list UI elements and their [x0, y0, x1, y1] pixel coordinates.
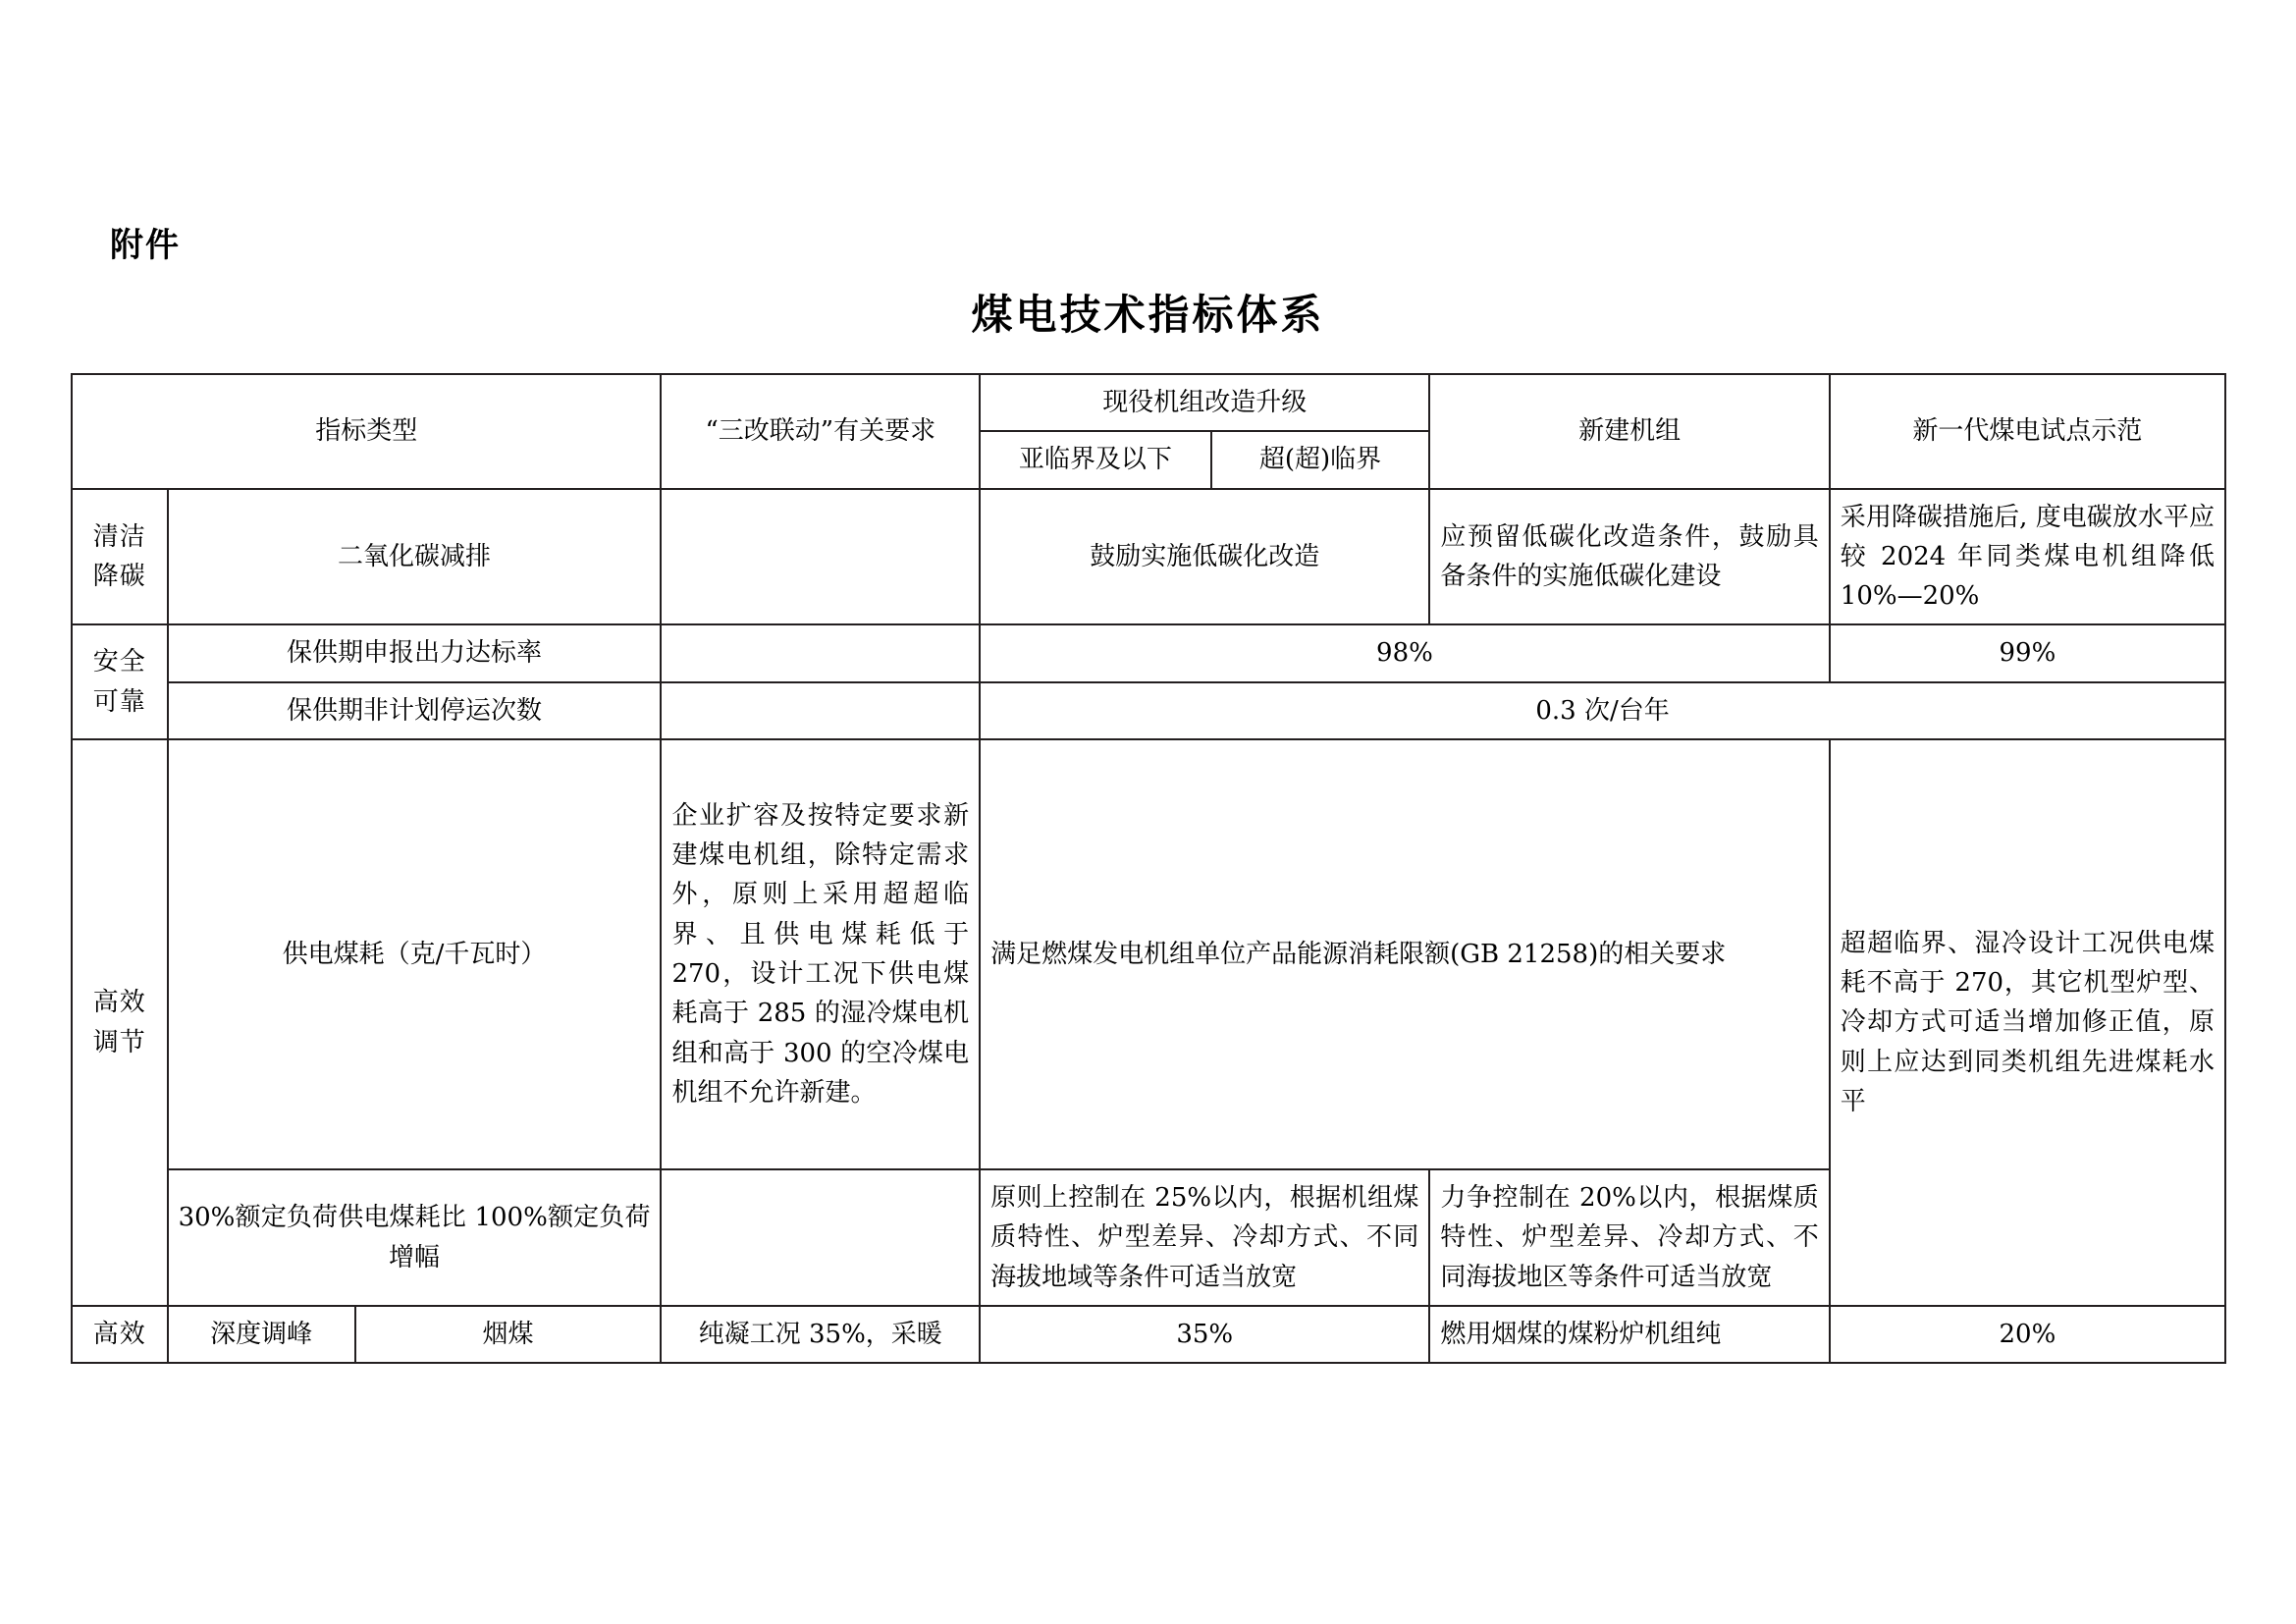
table-row	[72, 1306, 2225, 1363]
table-row	[72, 489, 2225, 625]
row-sublabel-deep-peak: 深度调峰	[168, 1306, 355, 1363]
cell-three-reform-deep-peak: 纯凝工况 35%，采暖	[661, 1306, 980, 1363]
row-indicator-load-increase: 30%额定负荷供电煤耗比 100%额定负荷增幅	[168, 1169, 662, 1306]
cell-retrofit-deep-peak: 35%	[980, 1306, 1429, 1363]
row-category-safety: 安全可靠	[72, 624, 168, 739]
cell-three-reform-load-increase	[661, 1169, 980, 1306]
header-three-reform: “三改联动”有关要求	[661, 374, 980, 489]
attachment-label: 附件	[110, 226, 181, 265]
row-category-efficiency-regulation: 高效调节	[72, 739, 168, 1306]
cell-retrofit-coal-consumption: 满足燃煤发电机组单位产品能源消耗限额(GB 21258)的相关要求	[980, 739, 1830, 1169]
table-row	[72, 739, 2225, 1169]
row-indicator-unplanned-outage: 保供期非计划停运次数	[168, 682, 662, 739]
cell-three-reform-output	[661, 624, 980, 681]
cell-retrofit-co2: 鼓励实施低碳化改造	[980, 489, 1429, 625]
table-row	[72, 682, 2225, 739]
header-sub-critical: 亚临界及以下	[980, 431, 1211, 488]
header-new-gen-pilot: 新一代煤电试点示范	[1830, 374, 2225, 489]
row-category-efficiency: 高效	[72, 1306, 168, 1363]
header-new-unit: 新建机组	[1429, 374, 1829, 489]
cell-new-unit-co2: 应预留低碳化改造条件，鼓励具备条件的实施低碳化建设	[1429, 489, 1829, 625]
table-row	[72, 624, 2225, 681]
header-super-critical: 超(超)临界	[1211, 431, 1430, 488]
cell-three-reform-coal-consumption: 企业扩容及按特定要求新建煤电机组，除特定需求外，原则上采用超超临界、且供电煤耗低于 270，设计工况下供电煤耗高于 285 的湿冷煤电机组和高于 300 的空冷煤电机组不允许新建。	[661, 739, 980, 1169]
cell-new-unit-load-increase: 力争控制在 20%以内，根据煤质特性、炉型差异、冷却方式、不同海拔地区等条件可适当放宽	[1429, 1169, 1829, 1306]
cell-three-reform-co2	[661, 489, 980, 625]
cell-new-gen-output-99: 99%	[1830, 624, 2225, 681]
row-fuel-bituminous: 烟煤	[355, 1306, 662, 1363]
header-retrofit-group: 现役机组改造升级	[980, 374, 1429, 431]
header-indicator-type: 指标类型	[72, 374, 661, 489]
cell-retrofit-load-increase: 原则上控制在 25%以内，根据机组煤质特性、炉型差异、冷却方式、不同海拔地域等条件可适当放宽	[980, 1169, 1429, 1306]
cell-new-unit-deep-peak: 燃用烟煤的煤粉炉机组纯	[1429, 1306, 1829, 1363]
cell-merged-outage-value: 0.3 次/台年	[980, 682, 2225, 739]
cell-merged-output-98: 98%	[980, 624, 1830, 681]
table-header-row-1	[72, 374, 2225, 431]
page-title: 煤电技术指标体系	[971, 291, 1325, 339]
row-indicator-coal-consumption: 供电煤耗（克/千瓦时）	[168, 739, 662, 1169]
technical-indicator-table	[71, 373, 2226, 1364]
cell-new-gen-co2: 采用降碳措施后, 度电碳放水平应较 2024 年同类煤电机组降低 10%—20%	[1830, 489, 2225, 625]
row-indicator-declared-output: 保供期申报出力达标率	[168, 624, 662, 681]
cell-new-gen-deep-peak: 20%	[1830, 1306, 2225, 1363]
cell-three-reform-outage	[661, 682, 980, 739]
row-indicator-co2-reduction: 二氧化碳减排	[168, 489, 662, 625]
row-category-clean-carbon: 清洁降碳	[72, 489, 168, 625]
cell-new-gen-coal-consumption: 超超临界、湿冷设计工况供电煤耗不高于 270，其它机型炉型、冷却方式可适当增加修正值，原则上应达到同类机组先进煤耗水平	[1830, 739, 2225, 1306]
